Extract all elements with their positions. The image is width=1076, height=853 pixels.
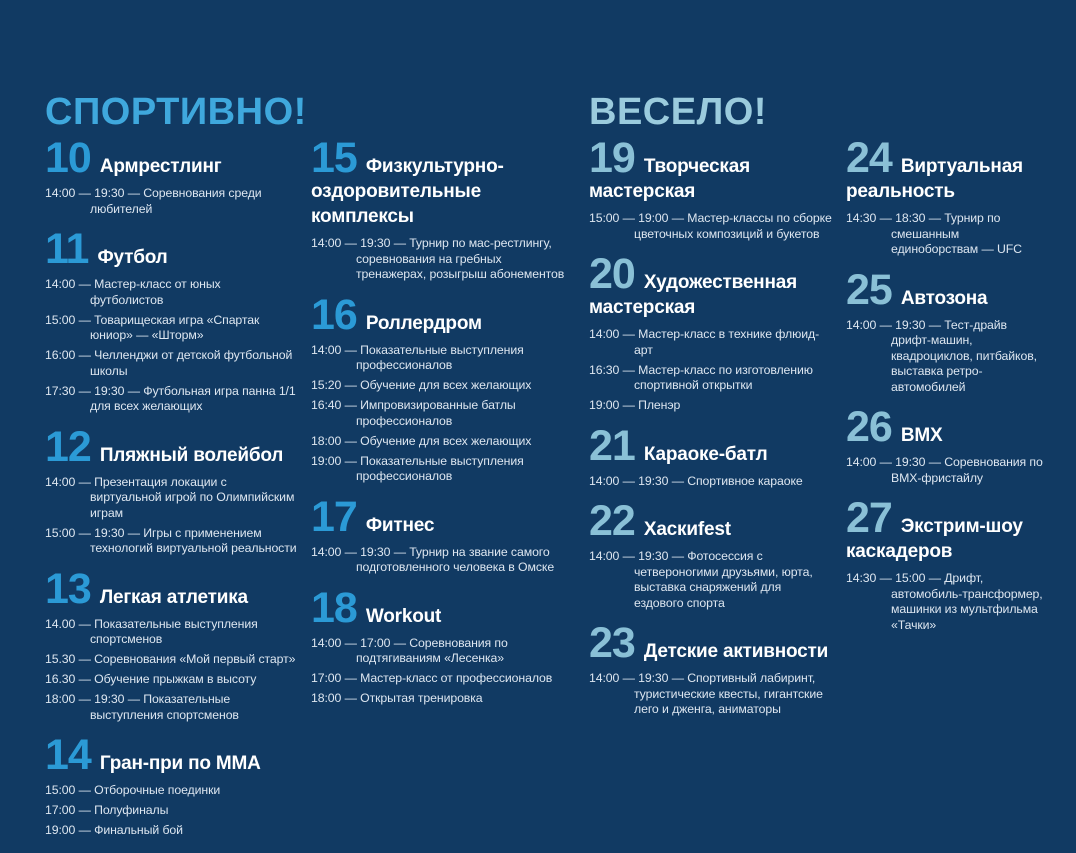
event-item-13 [45,564,297,724]
section-veselo-columns [589,134,1046,732]
event-item-17 [311,492,573,576]
event-heading [311,134,573,230]
event-schedule [846,571,1046,633]
event-title: BMX [900,425,943,446]
event-item-26 [846,403,1046,486]
event-item-25 [846,265,1046,396]
event-schedule [846,318,1046,396]
event-heading [45,134,297,182]
schedule-column [589,134,832,732]
schedule-line: 14:00 — Показательные выступления профессионалов [311,342,524,372]
event-heading [589,497,832,545]
event-title: Караоке-батл [643,443,768,465]
location-number: 21 [589,421,635,470]
schedule-line: 15.30 — Соревнования «Мой первый старт» [45,652,296,666]
event-title: Экстрим-шоу каскадеров [846,516,1023,562]
schedule-line: 14:00 — Мастер-класс в технике флюид-арт [589,327,820,357]
schedule-line: 18:00 — 19:30 — Показательные выступления спортсменов [45,692,239,722]
event-schedule [45,617,297,724]
section-title-veselo: ВЕСЕЛО! [589,91,767,133]
schedule-line: 14:00 — Мастер-класс от юных футболистов [45,277,221,307]
schedule-line: 14:00 — 19:30 — Спортивное караоке [589,473,803,488]
event-heading [846,494,1046,565]
event-item-23 [589,619,832,718]
schedule-line: 14:00 — 19:30 — Соревнования среди любителей [45,186,262,216]
location-number: 20 [589,250,635,298]
location-number: 18 [311,583,357,632]
event-item-12 [45,422,297,557]
schedule-line: 19:00 — Финальный бой [45,823,183,837]
schedule-line: 14:00 — 19:30 — Турнир по мас-рестлингу, соревнования на гребных тренажерах, розыгрыш абонементов [311,236,565,281]
event-item-22 [589,497,832,611]
schedule-line: 14:00 — 19:30 — Спортивный лабиринт, туристические квесты, гигантские лего и дженга, аниматоры [589,671,823,716]
event-item-19 [589,134,832,242]
event-item-24 [846,134,1046,258]
event-title: Армрестлинг [99,156,222,177]
schedule-line: 15:00 — 19:30 — Игры с применением технологий виртуальной реальности [45,525,297,555]
event-item-14 [45,731,297,839]
event-heading [311,492,573,541]
event-schedule [45,783,297,839]
schedule-line: 14:00 — 17:00 — Соревнования по подтягиваниям «Лесенка» [311,635,508,665]
schedule-line: 15:00 — Товарищеская игра «Спартак юниор» — «Шторм» [45,312,260,342]
event-heading [846,265,1046,314]
event-heading [45,422,297,471]
schedule-line: 14:00 — 19:30 — Фотосессия с четвероногими друзьями, юрта, выставка снаряжений для ездового спорта [589,549,813,610]
location-number: 25 [846,265,892,314]
event-heading [846,134,1046,205]
event-item-15 [311,134,573,283]
schedule-column [45,134,297,853]
location-number: 23 [589,619,635,667]
event-item-18 [311,583,573,707]
schedule-line: 14:00 — 19:30 — Турнир на звание самого подготовленного человека в Омске [311,544,555,574]
schedule-line: 15:00 — 19:00 — Мастер-классы по сборке цветочных композиций и букетов [589,211,832,241]
event-title: Детские активности [643,641,829,662]
event-item-21 [589,421,832,490]
location-number: 15 [311,134,357,182]
schedule-line: 14:00 — 19:30 — Соревнования по BMX-фристайлу [846,455,1043,485]
schedule-line: 17:30 — 19:30 — Футбольная игра панна 1/1 для всех желающих [45,383,296,413]
event-heading [45,731,297,779]
location-number: 19 [589,134,635,182]
schedule-line: 18:00 — Обучение для всех желающих [311,433,532,448]
event-heading [589,134,832,205]
event-heading [311,290,573,339]
event-schedule [589,671,832,718]
event-title: Физкультурно-оздоровительные комплексы [311,156,504,227]
event-heading [45,225,297,273]
event-heading [589,250,832,321]
schedule-column [846,134,1046,647]
location-number: 14 [45,731,91,779]
event-title: Гран-при по ММА [99,753,261,774]
event-schedule [45,475,297,557]
event-title: Workout [365,605,442,627]
event-schedule [846,455,1046,486]
event-title: Хаскиfest [643,519,731,540]
event-schedule [311,636,573,707]
event-schedule [589,327,832,414]
schedule-line: 16:00 — Челленджи от детской футбольной школы [45,348,293,378]
event-item-11 [45,225,297,415]
schedule-line: 16.30 — Обучение прыжкам в высоту [45,672,257,686]
event-item-10 [45,134,297,217]
section-title-sportivno: СПОРТИВНО! [45,91,307,133]
schedule-column [311,134,573,721]
location-number: 13 [45,564,91,613]
schedule-line: 16:30 — Мастер-класс по изготовлению спортивной открытки [589,362,813,392]
event-title: Автозона [900,287,988,309]
event-title: Футбол [97,247,168,268]
event-schedule [311,343,573,485]
event-schedule [311,236,573,283]
section-sportivno [45,91,573,837]
schedule-line: 14:00 — Презентация локации с виртуальной игрой по Олимпийским играм [45,474,295,520]
schedule-line: 16:40 — Импровизированные батлы профессионалов [311,398,516,428]
event-item-16 [311,290,573,485]
schedule-line: 19:00 — Пленэр [589,398,681,412]
schedule-line: 14:30 — 15:00 — Дрифт, автомобиль-трансформер, машинки из мультфильма «Тачки» [846,571,1043,632]
event-schedule [45,277,297,415]
event-heading [311,583,573,632]
location-number: 17 [311,492,357,541]
section-veselo [589,92,1046,749]
event-schedule [589,549,832,611]
event-title: Пляжный волейбол [99,444,284,466]
event-heading [45,564,297,613]
event-title: Виртуальная реальность [846,156,1023,202]
location-number: 10 [45,134,91,182]
event-title: Роллердром [365,312,482,334]
schedule-line: 14:00 — 19:30 — Тест-драйв дрифт-машин, квадроциклов, питбайков, выставка ретро-автомобилей [846,317,1037,394]
section-sportivno-columns [45,134,573,853]
schedule-line: 17:00 — Полуфиналы [45,803,169,817]
event-schedule [846,211,1046,258]
schedule-line: 14:30 — 18:30 — Турнир по смешанным единоборствам — UFC [846,211,1022,256]
event-schedule [589,474,832,490]
location-number: 16 [311,290,357,339]
event-schedule [45,186,297,217]
location-number: 22 [589,497,635,545]
location-number: 27 [846,494,892,542]
event-heading [589,619,832,667]
schedule-line: 18:00 — Открытая тренировка [311,691,483,705]
schedule-line: 17:00 — Мастер-класс от профессионалов [311,671,553,685]
location-number: 24 [846,134,892,182]
event-item-20 [589,250,832,414]
event-title: Творческая мастерская [589,156,750,202]
event-heading [589,421,832,470]
event-schedule [589,211,832,242]
event-schedule [311,545,573,576]
schedule-line: 14.00 — Показательные выступления спортсменов [45,616,258,646]
schedule-line: 15:00 — Отборочные поединки [45,783,221,797]
schedule-line: 15:20 — Обучение для всех желающих [311,378,532,392]
location-number: 12 [45,422,91,471]
event-title: Фитнес [365,514,435,536]
event-title: Художественная мастерская [589,272,797,318]
location-number: 11 [45,225,89,273]
event-heading [846,403,1046,451]
event-item-27 [846,494,1046,633]
event-title: Легкая атлетика [99,586,248,608]
location-number: 26 [846,403,892,451]
schedule-line: 19:00 — Показательные выступления профессионалов [311,453,524,483]
